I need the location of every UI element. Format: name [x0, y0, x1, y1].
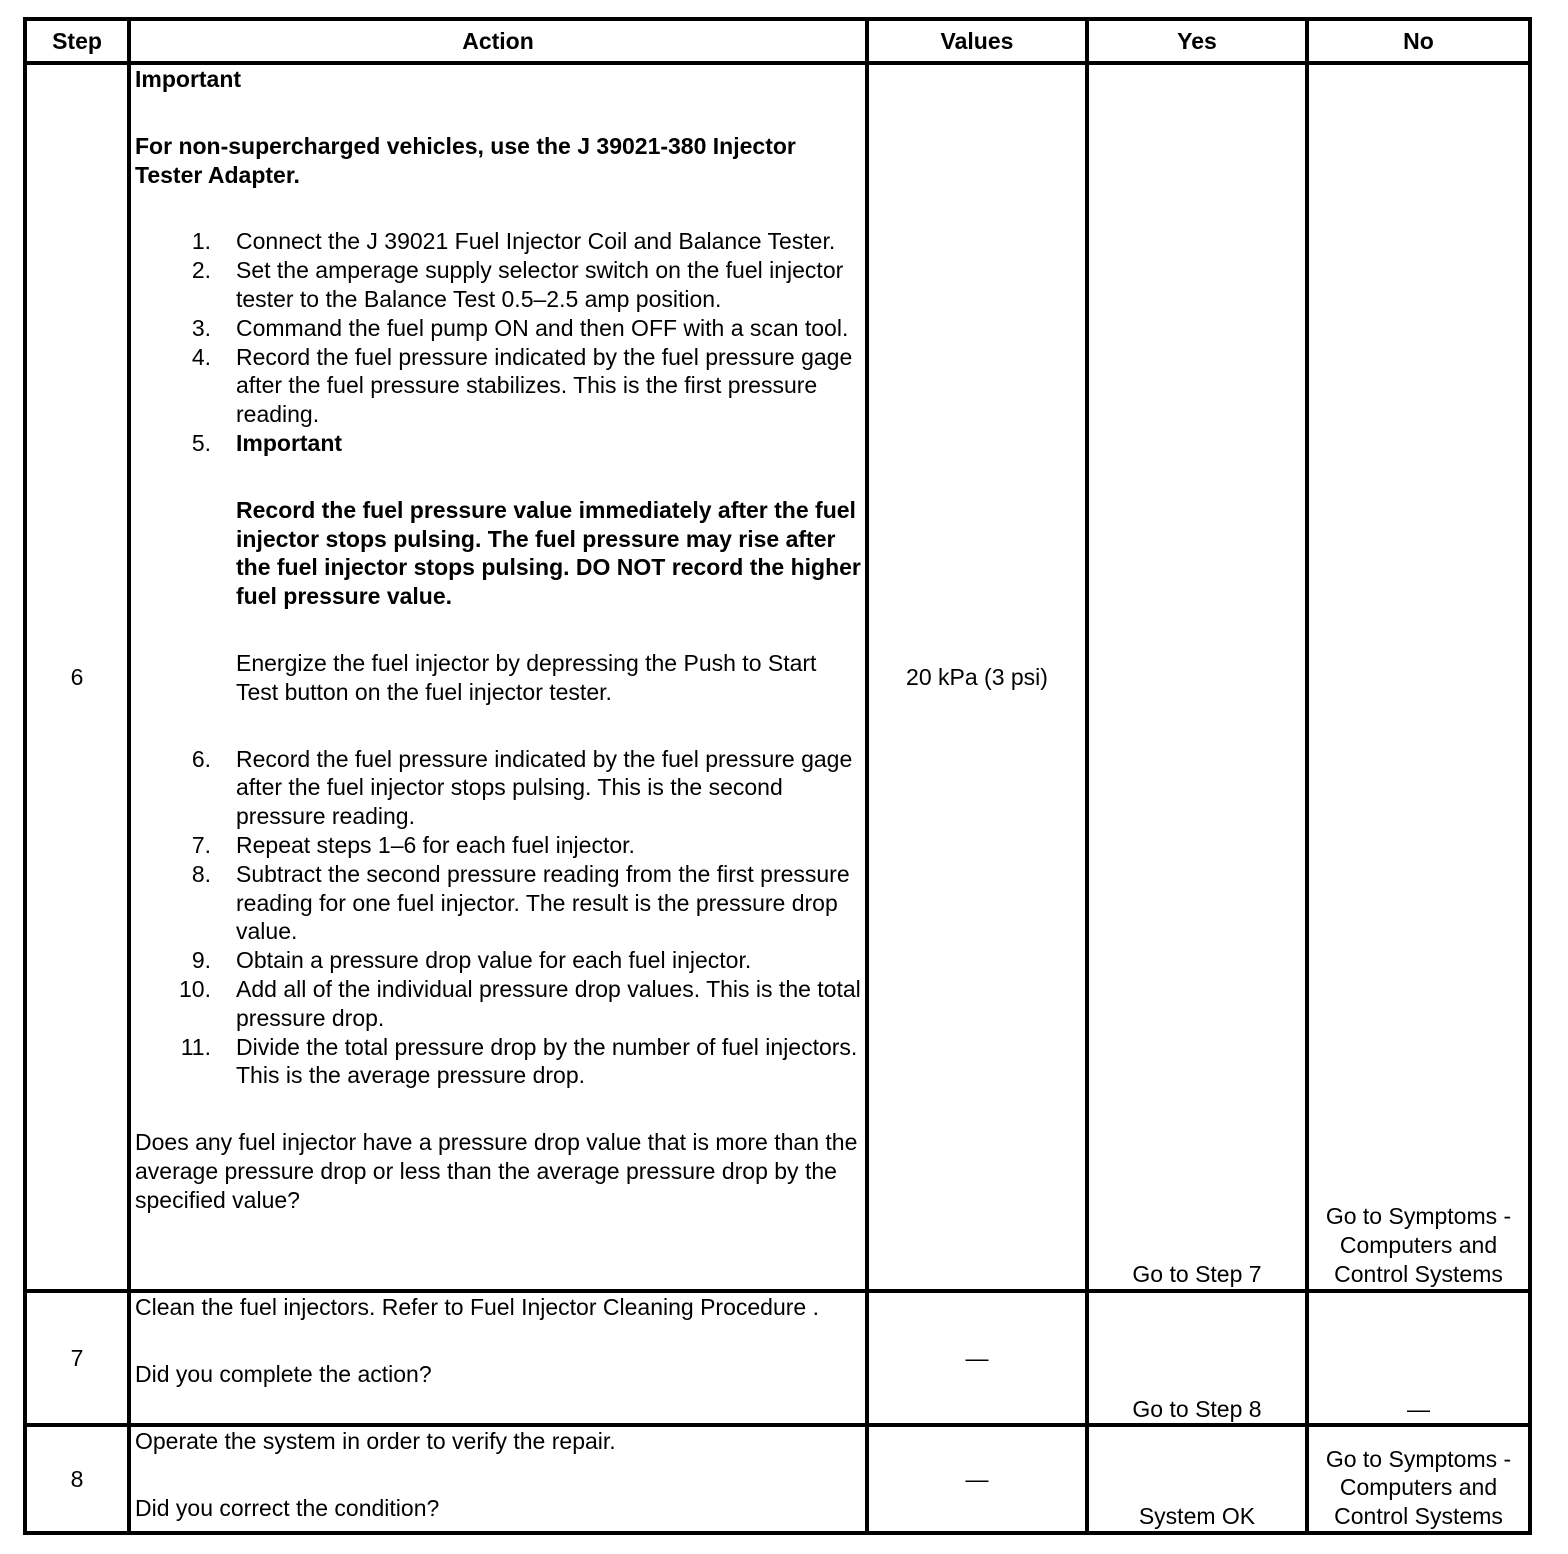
header-step: Step [25, 19, 129, 63]
substep [135, 946, 861, 975]
substep-text: Subtract the second pressure reading from the first pressure reading for one fuel injector. The result is the pressure drop value. [236, 860, 850, 945]
values-cell: — [867, 1425, 1087, 1533]
substep [135, 860, 861, 946]
substep-text: Record the fuel pressure indicated by the fuel pressure gage after the fuel pressure stabilizes. This is the first pressure reading. [236, 343, 853, 428]
substep-text: Obtain a pressure drop value for each fuel injector. [236, 947, 752, 974]
substep [135, 975, 861, 1033]
decision-question: Did you correct the condition? [135, 1495, 440, 1522]
yes-cell: Go to Step 7 [1087, 63, 1307, 1291]
header-values: Values [867, 19, 1087, 63]
header-no: No [1307, 19, 1530, 63]
substep-important-note: Record the fuel pressure value immediately after the fuel injector stops pulsing. The fuel pressure may rise after the fuel injector stops pulsing. DO NOT record the higher fuel pressure value. [236, 496, 861, 610]
important-label: Important [135, 66, 242, 92]
substep-text: Set the amperage supply selector switch on the fuel injector tester to the Balance Test 0.5–2.5 amp position. [236, 257, 844, 312]
substep [135, 831, 861, 860]
substep-number: 2. [191, 257, 211, 284]
substep [135, 745, 861, 831]
substep-number: 3. [191, 314, 211, 341]
header-yes: Yes [1087, 19, 1307, 63]
substep [135, 314, 861, 343]
decision-question: Does any fuel injector have a pressure drop value that is more than the average pressure drop or less than the average pressure drop by the specified value? [135, 1129, 858, 1213]
substep-number: 6. [191, 745, 211, 772]
substep-list [135, 227, 861, 1090]
substep-important-label: Important [236, 429, 343, 456]
substep-text: Add all of the individual pressure drop values. This is the total pressure drop. [236, 975, 861, 1031]
substep-number: 1. [191, 228, 211, 255]
substep-number: 11. [180, 1033, 211, 1060]
step-number: 6 [25, 63, 129, 1291]
substep-text: Command the fuel pump ON and then OFF with a scan tool. [236, 314, 849, 341]
substep-text: Connect the J 39021 Fuel Injector Coil and Balance Tester. [236, 228, 836, 255]
no-cell: — [1307, 1291, 1530, 1426]
substep [135, 256, 861, 314]
action-cell [129, 1425, 867, 1533]
no-cell: Go to Symptoms - Computers and Control Systems [1307, 63, 1530, 1291]
yes-cell: System OK [1087, 1425, 1307, 1533]
values-cell: — [867, 1291, 1087, 1426]
substep-text: Divide the total pressure drop by the number of fuel injectors. This is the average pressure drop. [236, 1033, 858, 1089]
substep-number: 8. [191, 860, 211, 887]
action-text: Clean the fuel injectors. Refer to Fuel Injector Cleaning Procedure . [135, 1293, 819, 1320]
substep-text: Repeat steps 1–6 for each fuel injector. [236, 831, 635, 858]
action-text: Operate the system in order to verify the repair. [135, 1428, 616, 1455]
substep-number: 9. [191, 947, 211, 974]
step-number: 8 [25, 1425, 129, 1533]
table-row-step-8 [25, 1425, 1530, 1533]
substep-text: Record the fuel pressure indicated by the fuel pressure gage after the fuel injector stops pulsing. This is the second pressure reading. [236, 745, 853, 830]
substep [135, 227, 861, 256]
header-action: Action [129, 19, 867, 63]
substep-number: 4. [191, 343, 211, 370]
yes-cell: Go to Step 8 [1087, 1291, 1307, 1426]
action-cell [129, 1291, 867, 1426]
header-row [25, 19, 1530, 63]
important-note: For non-supercharged vehicles, use the J 39021-380 Injector Tester Adapter. [135, 132, 796, 188]
step-number: 7 [25, 1291, 129, 1426]
decision-question: Did you complete the action? [135, 1360, 432, 1387]
table-row-step-6 [25, 63, 1530, 1291]
substep-number: 5. [191, 429, 211, 456]
substep-number: 7. [191, 831, 211, 858]
table-row-step-7 [25, 1291, 1530, 1426]
values-cell: 20 kPa (3 psi) [867, 63, 1087, 1291]
no-cell: Go to Symptoms - Computers and Control Systems [1307, 1425, 1530, 1533]
substep [135, 343, 861, 429]
diagnostic-table [23, 17, 1532, 1535]
substep-text: Energize the fuel injector by depressing the Push to Start Test button on the fuel injector tester. [236, 649, 817, 705]
substep [135, 429, 861, 745]
action-cell [129, 63, 867, 1291]
substep [135, 1033, 861, 1091]
substep-body [236, 429, 861, 745]
substep-number: 10. [179, 975, 211, 1002]
